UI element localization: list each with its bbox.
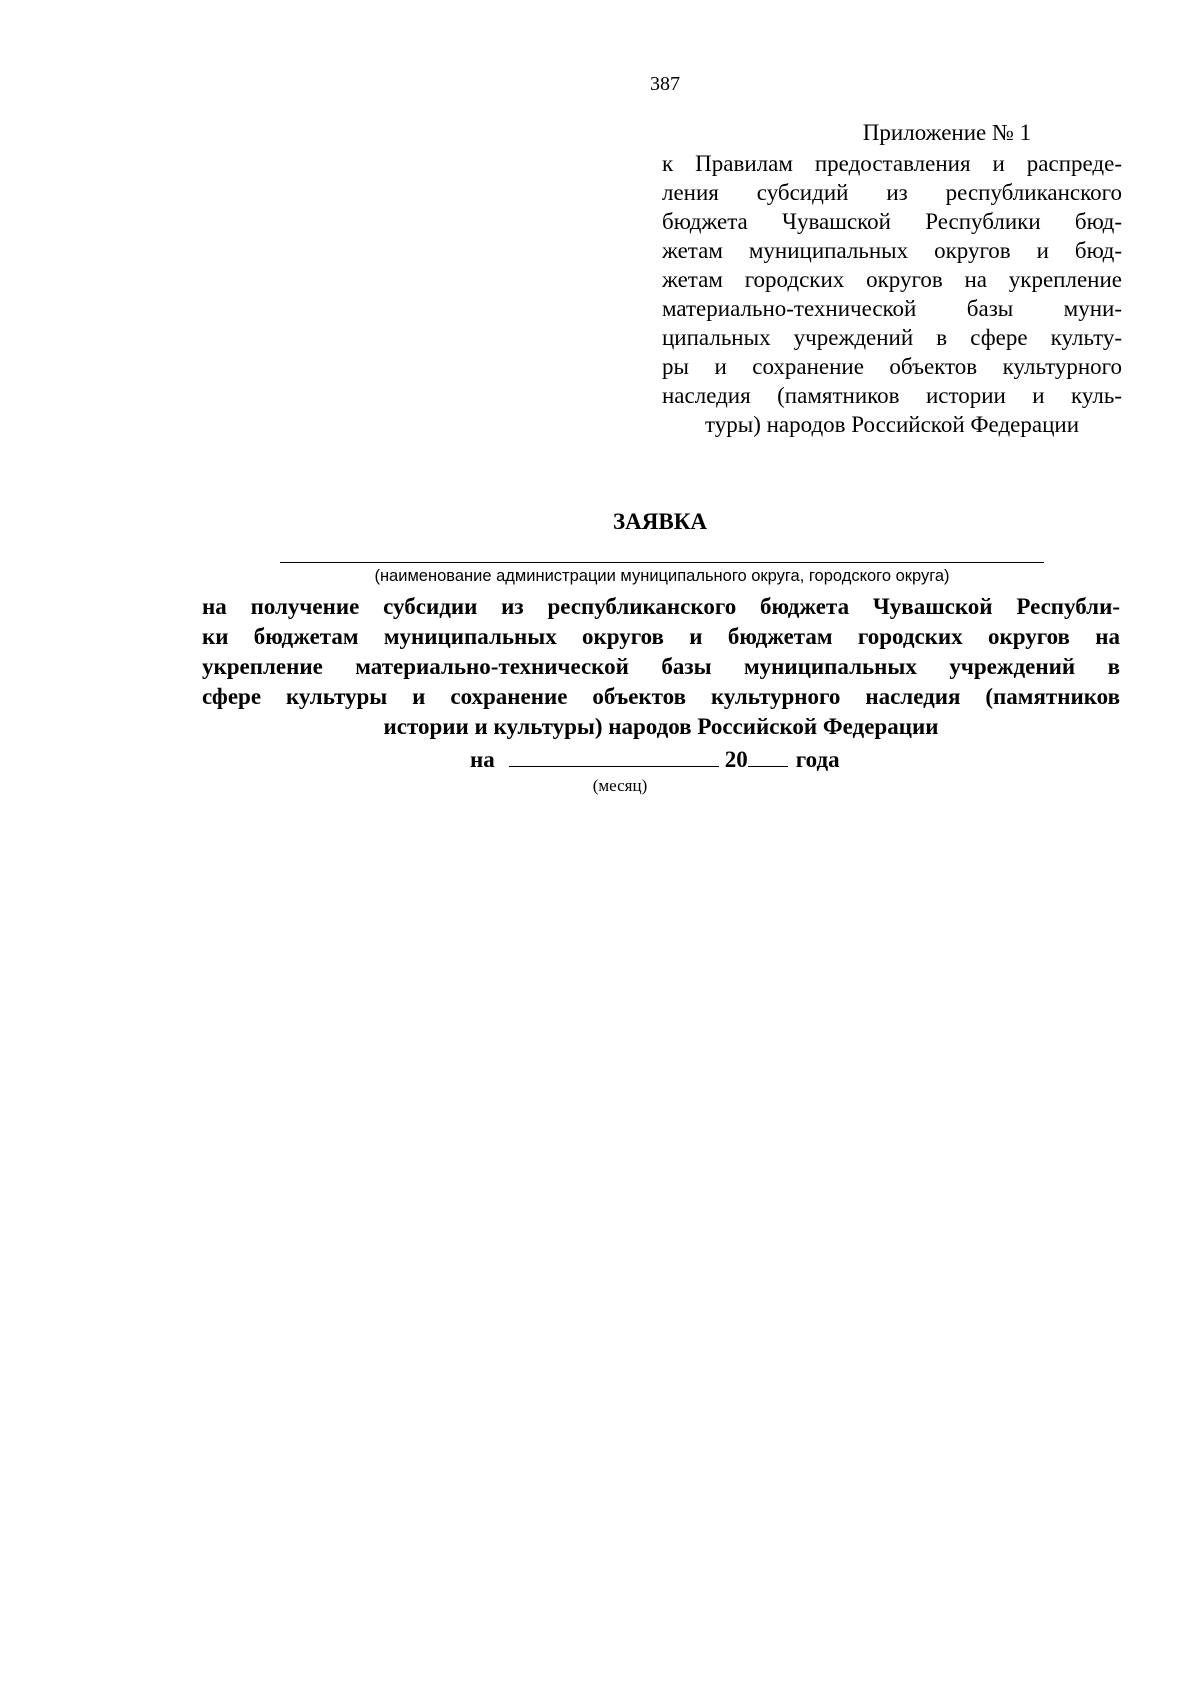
form-subject-line: ки бюджетам муниципальных округов и бюджетам городских округов на xyxy=(202,624,1120,649)
period-suffix: года xyxy=(795,747,840,772)
month-caption: (месяц) xyxy=(592,776,648,795)
form-title: ЗАЯВКА xyxy=(613,509,707,534)
period-line xyxy=(470,746,870,774)
year-prefix: 20 xyxy=(724,747,748,772)
form-subject-line: укрепление материально-технической базы муниципальных учреждений в xyxy=(202,654,1120,679)
form-subject-line: на получение субсидии из республиканского бюджета Чувашской Республи- xyxy=(202,594,1120,619)
org-name-blank-line xyxy=(280,562,1044,563)
appendix-line: бюджета Чувашской Республики бюд- xyxy=(662,209,1122,234)
appendix-line: ципальных учреждений в сфере культу- xyxy=(662,325,1122,350)
form-subject-line: истории и культуры) народов Российской Федерации xyxy=(383,714,939,739)
appendix-line: наследия (памятников истории и куль- xyxy=(662,383,1122,408)
appendix-title: Приложение № 1 xyxy=(862,120,1032,145)
appendix-line: материально-технической базы муни- xyxy=(662,296,1122,321)
period-prefix: на xyxy=(470,747,495,772)
form-subject-line: сфере культуры и сохранение объектов культурного наследия (памятников xyxy=(202,684,1120,709)
org-name-caption: (наименование администрации муниципального округа, городского округа) xyxy=(374,567,950,585)
month-blank xyxy=(509,746,719,767)
year-blank xyxy=(748,746,788,767)
appendix-line: жетам муниципальных округов и бюд- xyxy=(662,238,1122,263)
appendix-line: к Правилам предоставления и распреде- xyxy=(662,151,1122,176)
appendix-line: ры и сохранение объектов культурного xyxy=(662,354,1122,379)
page-number: 387 xyxy=(650,73,680,95)
appendix-line: туры) народов Российской Федерации xyxy=(705,412,1079,437)
form-subject xyxy=(202,592,1120,742)
appendix-line: ления субсидий из республиканского xyxy=(662,180,1122,205)
appendix-header xyxy=(662,118,1122,439)
appendix-line: жетам городских округов на укрепление xyxy=(662,267,1122,292)
